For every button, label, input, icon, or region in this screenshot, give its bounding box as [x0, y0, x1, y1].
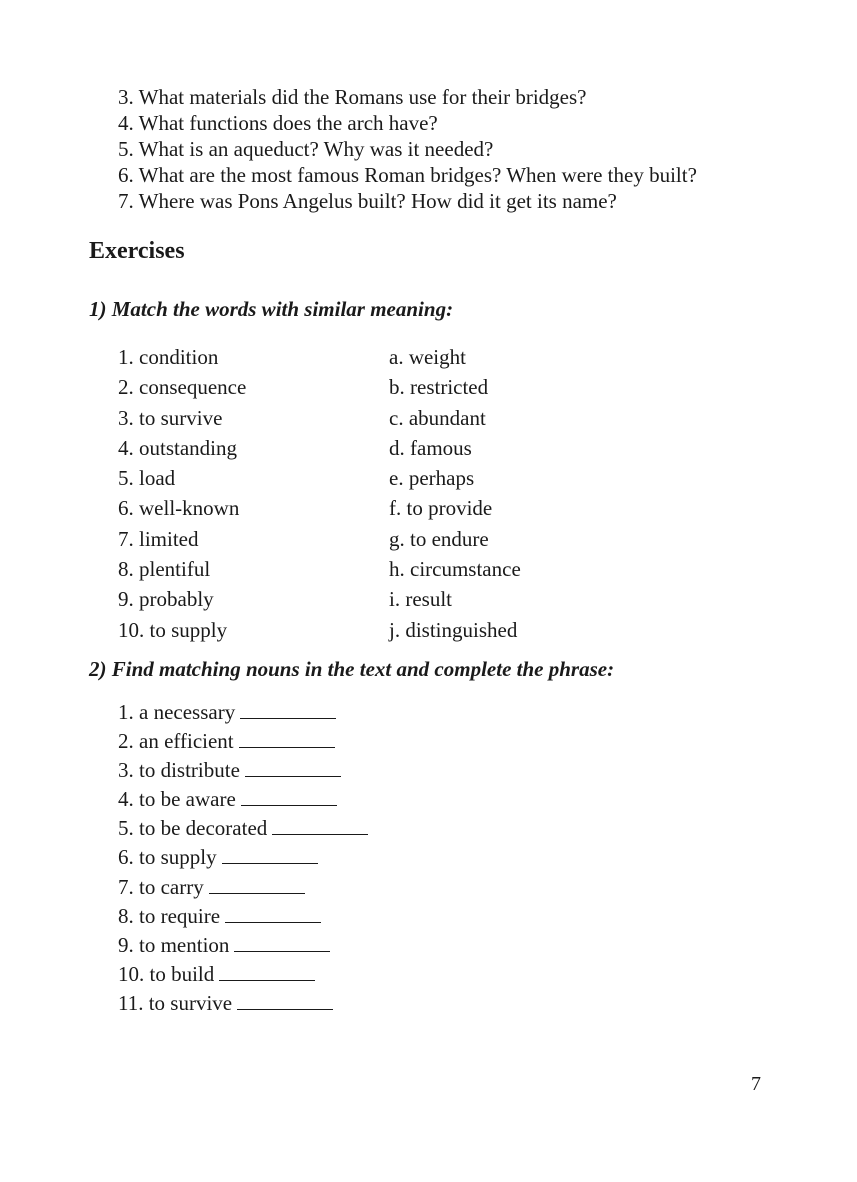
match-right-item: g. to endure — [389, 526, 489, 551]
match-right-column — [389, 342, 521, 645]
phrase-text: 2. an efficient — [118, 729, 234, 754]
phrase-text: 10. to build — [118, 961, 215, 986]
question-item: 5. What is an aqueduct? Why was it needed? — [118, 137, 494, 161]
phrase-text: 1. a necessary — [118, 700, 236, 724]
answer-blank — [239, 746, 335, 748]
answer-blank — [237, 1008, 333, 1010]
match-right-item: c. abundant — [389, 405, 486, 430]
phrase-item — [118, 785, 368, 814]
phrase-item — [118, 989, 368, 1018]
phrase-text: 4. to be aware — [118, 787, 236, 812]
match-right-item: e. perhaps — [389, 466, 475, 491]
phrase-completion-list — [118, 698, 368, 1018]
answer-blank — [240, 717, 336, 719]
answer-blank — [222, 862, 318, 864]
phrase-text: 6. to supply — [118, 845, 217, 870]
phrase-text: 5. to be decorated — [118, 816, 268, 841]
answer-blank — [219, 979, 315, 981]
match-left-item: 3. to survive — [118, 405, 223, 430]
answer-blank — [209, 892, 305, 894]
phrase-item — [118, 931, 368, 960]
match-right-item: i. result — [389, 587, 452, 612]
answer-blank — [225, 921, 321, 923]
match-left-item: 1. condition — [118, 345, 219, 369]
phrase-item — [118, 756, 368, 785]
phrase-item — [118, 727, 368, 756]
exercises-heading: Exercises — [89, 238, 185, 264]
match-right-item: a. weight — [389, 345, 466, 369]
phrase-item — [118, 698, 368, 727]
phrase-text: 9. to mention — [118, 932, 230, 957]
match-left-item: 10. to supply — [118, 617, 228, 642]
match-left-item: 5. load — [118, 466, 176, 491]
question-item: 3. What materials did the Romans use for their bridges? — [118, 85, 587, 109]
match-left-item: 2. consequence — [118, 375, 247, 400]
page-number: 7 — [751, 1073, 761, 1095]
phrase-text: 8. to require — [118, 903, 221, 928]
match-right-item: f. to provide — [389, 496, 493, 521]
match-left-item: 6. well-known — [118, 496, 240, 521]
answer-blank — [272, 833, 368, 835]
phrase-item — [118, 843, 368, 872]
question-item: 6. What are the most famous Roman bridges? When were they built? — [118, 163, 697, 187]
match-left-column — [118, 342, 246, 645]
answer-blank — [245, 775, 341, 777]
phrase-item — [118, 902, 368, 931]
match-right-item: b. restricted — [389, 375, 489, 400]
exercise-1-instruction: 1) Match the words with similar meaning: — [89, 297, 454, 321]
phrase-item — [118, 814, 368, 843]
comprehension-questions — [118, 84, 697, 214]
match-right-item: d. famous — [389, 435, 472, 460]
match-left-item: 7. limited — [118, 526, 199, 551]
match-right-item: h. circumstance — [389, 557, 521, 582]
phrase-text: 3. to distribute — [118, 758, 240, 783]
match-right-item: j. distinguished — [389, 617, 518, 642]
phrase-text: 11. to survive — [118, 990, 233, 1015]
phrase-item — [118, 873, 368, 902]
question-item: 7. Where was Pons Angelus built? How did it get its name? — [118, 189, 617, 213]
phrase-item — [118, 960, 368, 989]
question-item: 4. What functions does the arch have? — [118, 111, 438, 135]
match-left-item: 4. outstanding — [118, 435, 237, 460]
match-left-item: 8. plentiful — [118, 557, 211, 582]
match-left-item: 9. probably — [118, 587, 214, 612]
answer-blank — [241, 804, 337, 806]
answer-blank — [234, 950, 330, 952]
phrase-text: 7. to carry — [118, 874, 204, 899]
exercise-2-instruction: 2) Find matching nouns in the text and complete the phrase: — [89, 657, 615, 681]
